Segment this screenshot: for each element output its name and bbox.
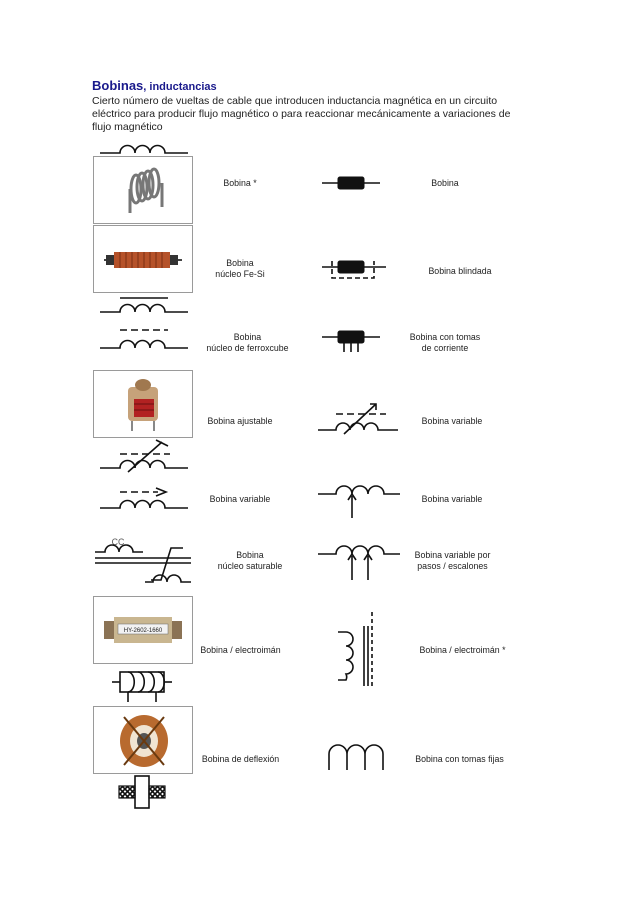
ferroxcube-core-symbol xyxy=(100,327,190,351)
label-bobina-right: Bobina xyxy=(431,178,459,188)
label-bobina-pasos xyxy=(405,550,500,572)
variable-inductor-symbol xyxy=(318,400,403,434)
label-bobina: Bobina * xyxy=(223,178,257,188)
label-cc: CC xyxy=(111,537,125,547)
label-bobina-tomas-fijas: Bobina con tomas fijas xyxy=(415,754,504,764)
label-tomas-l2: de corriente xyxy=(421,343,469,353)
shielded-inductor-symbol xyxy=(322,258,388,280)
label-bobina-ajustable: Bobina ajustable xyxy=(207,416,273,426)
plate-text: HY-2602-1660 xyxy=(123,628,163,634)
title-main: Bobinas xyxy=(92,78,144,93)
fe-si-core-symbol xyxy=(100,296,190,314)
title-suffix: , inductancias xyxy=(143,81,217,93)
saturable-core-symbol xyxy=(95,540,195,586)
inductor-symbol-top xyxy=(100,140,190,156)
adjustable-coil-image xyxy=(94,371,192,437)
label-bobina-variable-left: Bobina variable xyxy=(209,494,271,504)
label-bobina-variable-r5: Bobina variable xyxy=(421,494,483,504)
fe-si-coil-image xyxy=(94,226,192,292)
deflection-coil-photo xyxy=(93,706,193,774)
label-tomas-l1: Bobina con tomas xyxy=(409,332,481,342)
label-bobina-saturable xyxy=(210,550,290,572)
label-electroiman-right: Bobina / electroimán * xyxy=(419,645,506,655)
label-bobina-fe-si-l2: núcleo Fe-Si xyxy=(215,269,265,279)
electromagnet-photo xyxy=(93,596,193,664)
label-ferroxcube-l1: Bobina xyxy=(233,332,262,342)
label-bobina-fe-si-l1: Bobina xyxy=(226,258,254,268)
fixed-tap-inductor-symbol xyxy=(325,742,395,772)
electromagnet-symbol xyxy=(112,664,172,702)
air-coil-image xyxy=(94,157,192,223)
electromagnet-core-symbol xyxy=(338,612,388,688)
label-saturable-l1: Bobina xyxy=(236,550,264,560)
label-electroiman-left: Bobina / electroimán xyxy=(200,645,281,655)
stepped-inductor-symbol xyxy=(318,542,403,580)
label-bobina-fe-si xyxy=(210,258,270,280)
label-bobina-deflexion: Bobina de deflexión xyxy=(201,754,280,764)
wiper-inductor-symbol xyxy=(318,482,403,518)
air-coil-photo xyxy=(93,156,193,224)
deflection-coil-symbol xyxy=(115,774,171,810)
label-pasos-l2: pasos / escalones xyxy=(417,561,488,571)
inductor-block-symbol xyxy=(322,176,382,190)
label-bobina-variable-r4: Bobina variable xyxy=(421,416,483,426)
variable-core-inductor-symbol xyxy=(100,486,190,510)
label-ferroxcube-l2: núcleo de ferroxcube xyxy=(206,343,289,353)
page-title xyxy=(92,78,217,93)
label-bobina-blindada: Bobina blindada xyxy=(428,266,492,276)
deflection-coil-image xyxy=(94,707,192,773)
electromagnet-image xyxy=(94,597,192,663)
label-bobina-tomas xyxy=(405,332,485,354)
description: Cierto número de vueltas de cable que introducen inductancia magnética en un circuito eléctrico para producir flujo magnético o para reaccionar mecánicamente a variaciones de flujo magnético xyxy=(92,95,511,133)
adjustable-inductor-symbol xyxy=(100,440,190,472)
label-bobina-ferroxcube xyxy=(200,332,295,354)
adjustable-coil-photo xyxy=(93,370,193,438)
tapped-inductor-block-symbol xyxy=(322,330,382,354)
label-saturable-l2: núcleo saturable xyxy=(217,561,283,571)
label-pasos-l1: Bobina variable por xyxy=(414,550,491,560)
fe-si-coil-photo xyxy=(93,225,193,293)
